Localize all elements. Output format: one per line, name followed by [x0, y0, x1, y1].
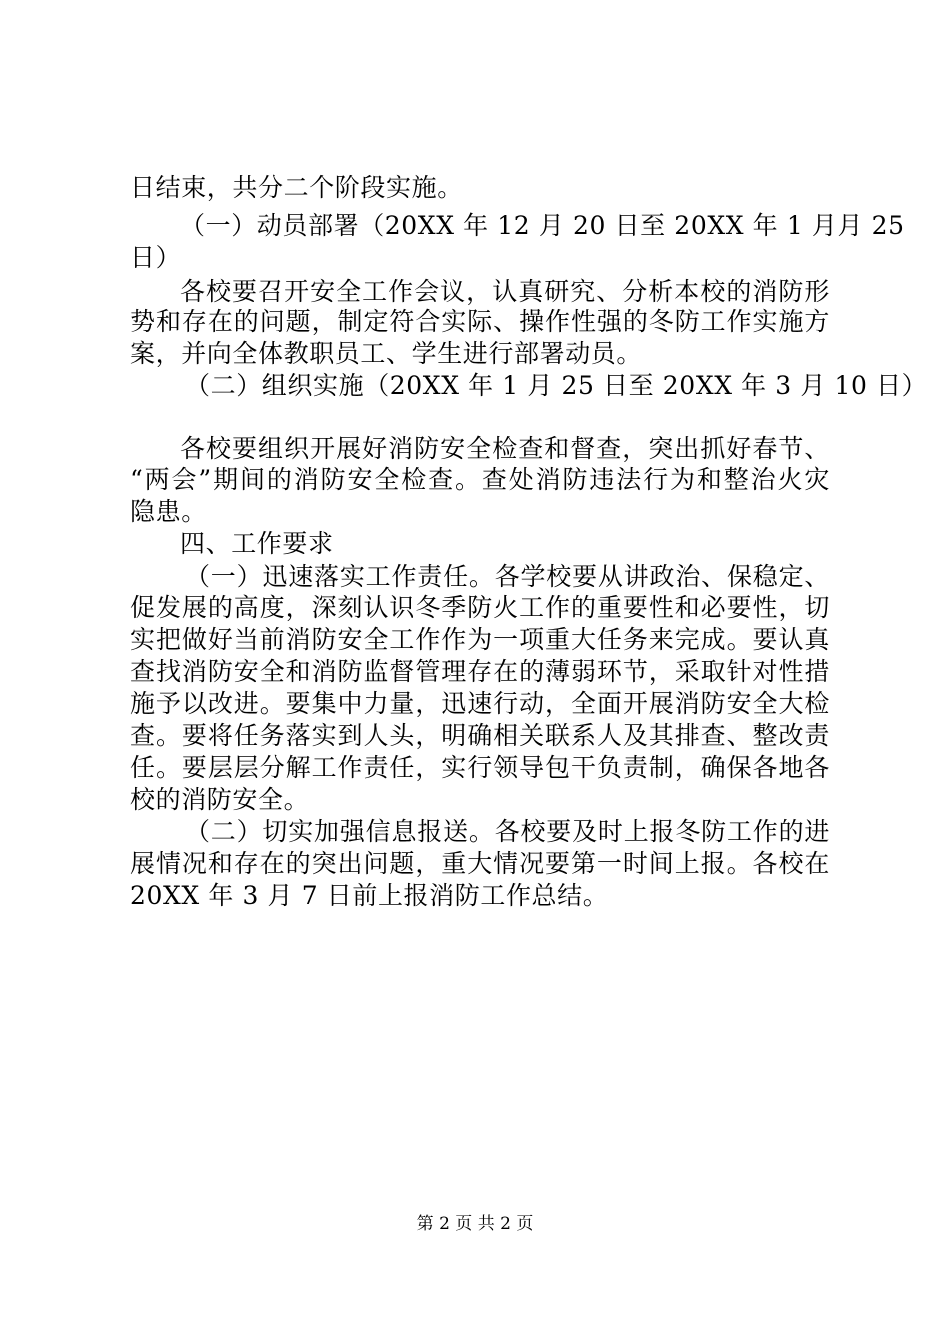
- paragraph-line: 校的消防安全。: [130, 785, 310, 814]
- section-heading-mobilization: （一）动员部署（20XX 年 12 月 20 日至 20XX 年 1 月月 25: [180, 211, 905, 240]
- paragraph-line: 案，并向全体教职员工、学生进行部署动员。: [130, 339, 643, 368]
- paragraph-line: （二）切实加强信息报送。各校要及时上报冬防工作的进: [185, 817, 830, 846]
- paragraph-line: （一）迅速落实工作责任。各学校要从讲政治、保稳定、: [185, 562, 830, 591]
- text-line: 日结束，共分二个阶段实施。: [130, 173, 463, 202]
- paragraph-line: 各校要组织开展好消防安全检查和督查，突出抓好春节、: [180, 434, 830, 463]
- paragraph-line: 促发展的高度，深刻认识冬季防火工作的重要性和必要性，切: [130, 593, 830, 622]
- text-line: 日）: [130, 243, 182, 272]
- paragraph-line: 势和存在的问题，制定符合实际、操作性强的冬防工作实施方: [130, 307, 830, 336]
- paragraph-line: “两会”期间的消防安全检查。查处消防违法行为和整治火灾: [130, 465, 830, 494]
- section-heading-implementation: （二）组织实施（20XX 年 1 月 25 日至 20XX 年 3 月 10 日）: [185, 371, 928, 400]
- paragraph-line: 任。要层层分解工作责任，实行领导包干负责制，确保各地各: [130, 753, 830, 782]
- paragraph-line: 施予以改进。要集中力量，迅速行动，全面开展消防安全大检: [130, 689, 830, 718]
- paragraph-line: 各校要召开安全工作会议，认真研究、分析本校的消防形: [180, 277, 830, 306]
- section-heading-requirements: 四、工作要求: [180, 529, 334, 558]
- paragraph-line: 20XX 年 3 月 7 日前上报消防工作总结。: [130, 881, 609, 910]
- paragraph-line: 展情况和存在的突出问题，重大情况要第一时间上报。各校在: [130, 849, 830, 878]
- page-number-footer: 第 2 页 共 2 页: [416, 1214, 534, 1234]
- paragraph-line: 查找消防安全和消防监督管理存在的薄弱环节，采取针对性措: [130, 657, 830, 686]
- paragraph-line: 查。要将任务落实到人头，明确相关联系人及其排查、整改责: [130, 721, 830, 750]
- paragraph-line: 隐患。: [130, 497, 207, 526]
- paragraph-line: 实把做好当前消防安全工作作为一项重大任务来完成。要认真: [130, 625, 830, 654]
